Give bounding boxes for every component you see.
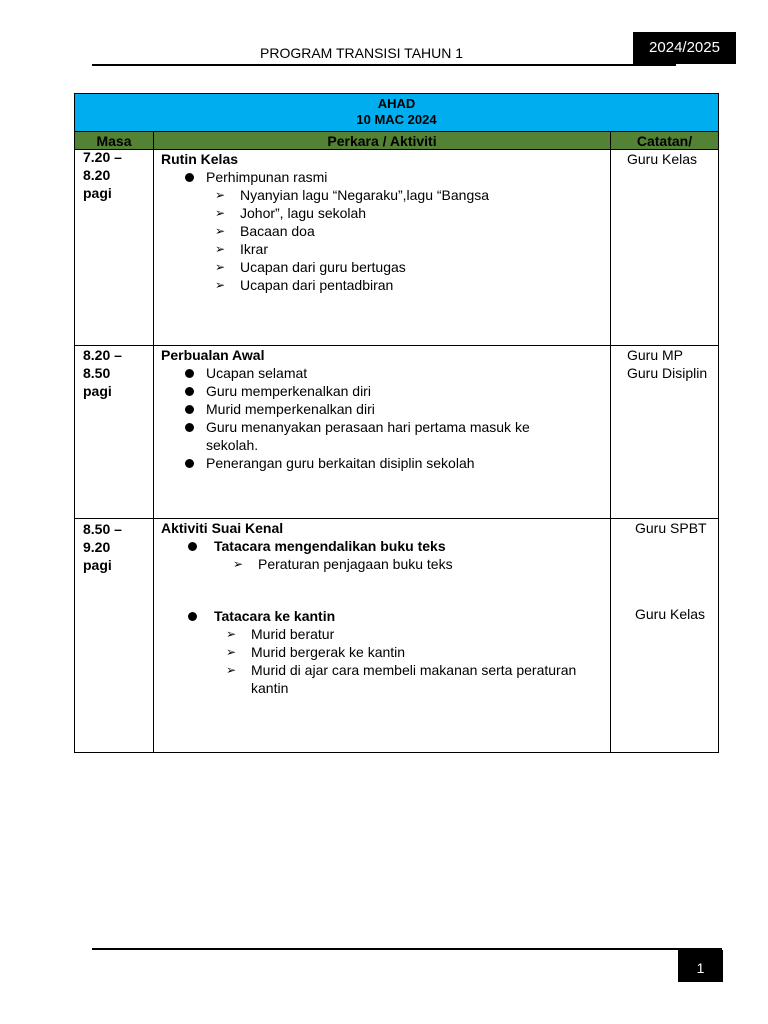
table-day: AHAD [377,96,416,111]
page-header-title: PROGRAM TRANSISI TAHUN 1 [260,45,464,61]
note-line: Guru MP [627,347,684,363]
time-line: 8.20 – [83,347,122,363]
table-row-activity [161,150,606,294]
column-header-perkara: Perkara / Aktiviti [153,131,610,150]
time-line: pagi [83,185,112,201]
bullet-item: Guru memperkenalkan diri [161,382,606,400]
note-line: Guru Kelas [627,151,698,167]
page-number: 1 [678,950,723,982]
table-row-note [627,346,707,382]
time-line: 8.50 [83,365,111,381]
arrow-item: ➢ Nyanyian lagu “Negaraku”,lagu “Bangsa [161,186,606,204]
bullet-item: Perhimpunan rasmi [161,168,606,186]
column-header-catatan: Catatan/ [610,131,718,150]
table-row-time [83,346,122,400]
section-title: Rutin Kelas [161,151,239,167]
section-title: Aktiviti Suai Kenal [161,520,284,536]
arrow-item: ➢ Bacaan doa [161,222,606,240]
arrow-item: ➢ Peraturan penjagaan buku teks [161,555,606,573]
arrow-item: ➢ Murid di ajar cara membeli makanan serta peraturan [161,661,606,679]
arrow-item: ➢ Ucapan dari guru bertugas [161,258,606,276]
arrow-item: ➢ Ucapan dari pentadbiran [161,276,606,294]
column-divider [153,150,154,752]
table-row-note: Guru SPBT [635,520,707,536]
bullet-item-continuation: sekolah. [206,437,259,453]
year-badge: 2024/2025 [633,32,736,64]
footer-rule [92,948,722,950]
section-title: Perbualan Awal [161,347,265,363]
note-line: Guru Disiplin [627,365,708,381]
continuation-text: Johor”, lagu sekolah [240,205,367,221]
bullet-item: Tatacara ke kantin [161,607,606,625]
arrow-item-continuation [161,204,606,222]
column-header-masa: Masa [75,131,153,150]
table-title-band [75,94,718,131]
bullet-item: Murid memperkenalkan diri [161,400,606,418]
bullet-item: Ucapan selamat [161,364,606,382]
table-row-time [83,520,122,574]
table-row-note [627,150,697,168]
bullet-item: Penerangan guru berkaitan disiplin sekolah [161,454,606,472]
time-line: 8.20 [83,167,111,183]
header-rule [92,64,676,66]
table-row-activity [161,519,606,697]
column-divider [610,150,611,752]
time-line: 7.20 – [83,149,122,165]
table-row-time [83,148,122,202]
bullet-item: Tatacara mengendalikan buku teks [161,537,606,555]
table-date: 10 MAC 2024 [356,112,437,127]
time-line: 8.50 – [83,521,122,537]
table-row-note: Guru Kelas [635,606,706,622]
schedule-table [74,93,719,753]
arrow-item: ➢ Ikrar [161,240,606,258]
arrow-item: ➢ Murid bergerak ke kantin [161,643,606,661]
table-row-activity [161,346,606,472]
bullet-item: Guru menanyakan perasaan hari pertama masuk ke [161,418,606,436]
time-line: 9.20 [83,539,111,555]
arrow-item: ➢ Murid beratur [161,625,606,643]
time-line: pagi [83,557,112,573]
time-line: pagi [83,383,112,399]
arrow-item-continuation: kantin [251,680,289,696]
